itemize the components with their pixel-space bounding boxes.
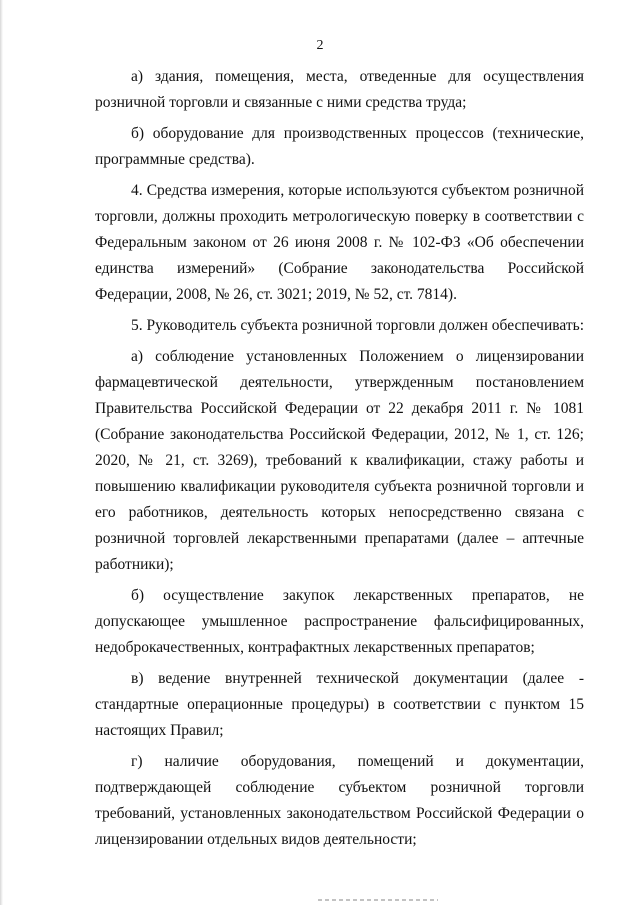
paragraph-3b: б) оборудование для производственных процессов (технические, программные средства). xyxy=(95,125,584,168)
paragraph-3a: а) здания, помещения, места, отведенные для осуществления розничной торговли и связанные с ними средства труда; xyxy=(95,68,584,111)
scan-artifact-mark xyxy=(318,899,438,901)
page-number: 2 xyxy=(316,38,324,53)
document-body xyxy=(95,64,584,853)
scan-edge-shadow xyxy=(0,0,3,905)
paragraph-5b: б) осуществление закупок лекарственных препаратов, не допускающее умышленное распространение фальсифицированных, недоброкачественных, контрафактных лекарственных препаратов; xyxy=(95,587,584,656)
paragraph-5: 5. Руководитель субъекта розничной торговли должен обеспечивать: xyxy=(131,317,585,334)
paragraph-5v: в) ведение внутренней технической документации (далее - стандартные операционные процедуры) в соответствии с пунктом 15 настоящих Правил; xyxy=(95,670,584,739)
paragraph-5g: г) наличие оборудования, помещений и документации, подтверждающей соблюдение субъектом розничной торговли требований, установленных законодательством Российской Федерации о лицензировании отдельных видов деятельности; xyxy=(95,753,584,848)
paragraph-5a: а) соблюдение установленных Положением о лицензировании фармацевтической деятельности, утвержденным постановлением Правительства Российской Федерации от 22 декабря 2011 г. № 1081 (Собрание законодательства Российской Федерации, 2012, № 1, ст. 126; 2020, № 21, ст. 3269), требований к квалификации, стажу работы и повышению квалификации руководителя субъекта розничной торговли и его работников, деятельность которых непосредственно связана с розничной торговлей лекарственными препаратами (далее – аптечные работники); xyxy=(95,348,584,573)
paragraph-4: 4. Средства измерения, которые используются субъектом розничной торговли, должны проходить метрологическую поверку в соответствии с Федеральным законом от 26 июня 2008 г. № 102-ФЗ «Об обеспечении единства измерений» (Собрание законодательства Российской Федерации, 2008, № 26, ст. 3021; 2019, № 52, ст. 7814). xyxy=(95,182,584,303)
